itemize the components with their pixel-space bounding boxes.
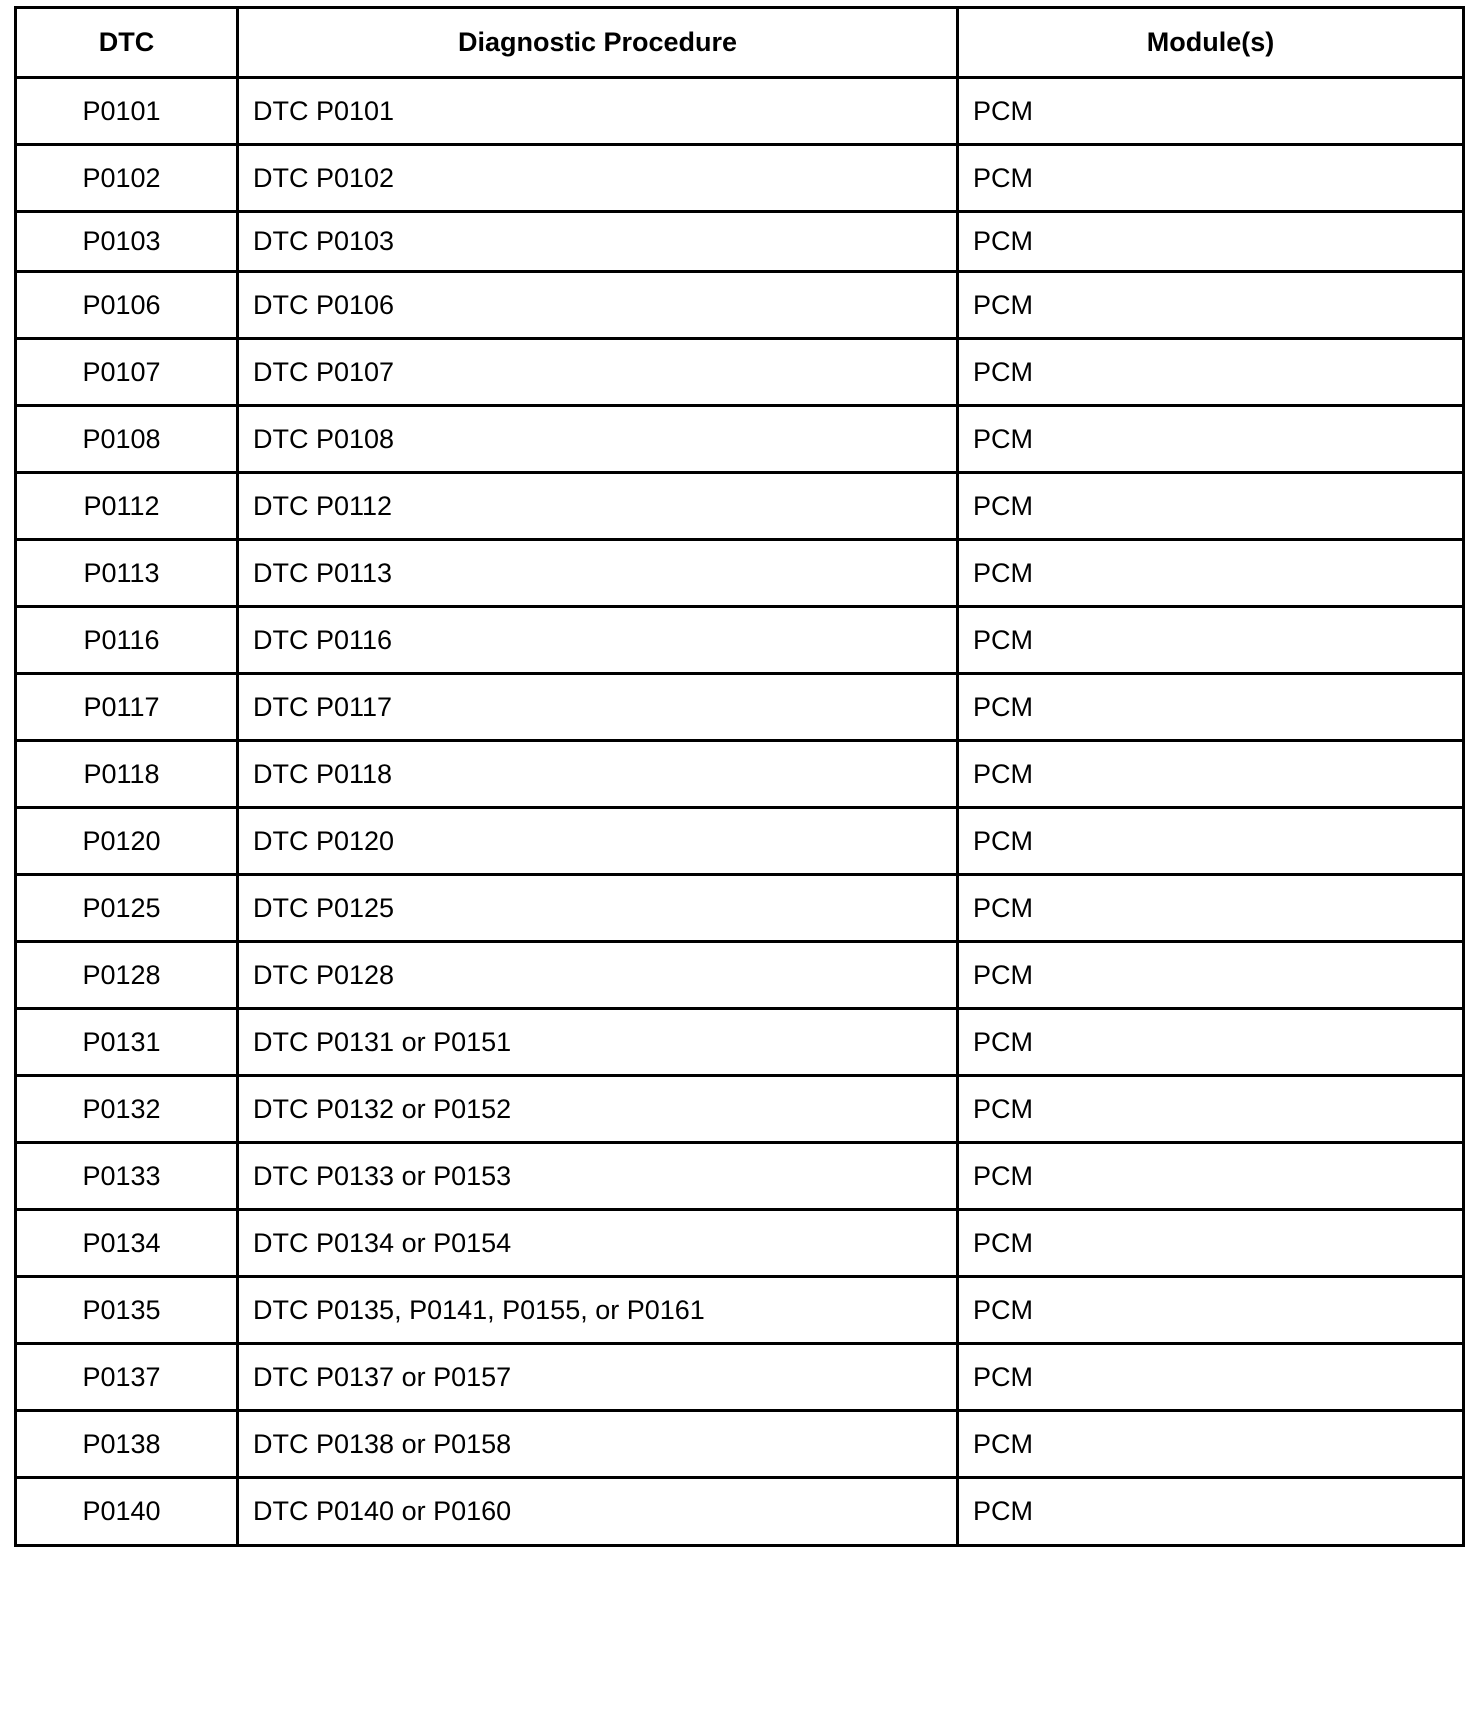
header-modules: Module(s) [958,8,1464,78]
cell-diagnostic-procedure: DTC P0102 [238,145,958,212]
cell-modules: PCM [958,1143,1464,1210]
cell-diagnostic-procedure: DTC P0108 [238,406,958,473]
header-diagnostic-procedure: Diagnostic Procedure [238,8,958,78]
cell-modules: PCM [958,540,1464,607]
table-row [16,674,1464,741]
table-row [16,406,1464,473]
cell-modules: PCM [958,145,1464,212]
cell-modules: PCM [958,339,1464,406]
table-row [16,741,1464,808]
cell-dtc: P0103 [16,212,238,272]
cell-dtc: P0120 [16,808,238,875]
cell-diagnostic-procedure: DTC P0131 or P0151 [238,1009,958,1076]
cell-modules: PCM [958,78,1464,145]
cell-diagnostic-procedure: DTC P0101 [238,78,958,145]
cell-diagnostic-procedure: DTC P0107 [238,339,958,406]
cell-dtc: P0118 [16,741,238,808]
cell-dtc: P0137 [16,1344,238,1411]
cell-modules: PCM [958,1210,1464,1277]
cell-diagnostic-procedure: DTC P0116 [238,607,958,674]
table-row [16,607,1464,674]
table-row [16,1277,1464,1344]
cell-diagnostic-procedure: DTC P0128 [238,942,958,1009]
cell-dtc: P0108 [16,406,238,473]
table-row [16,1344,1464,1411]
cell-modules: PCM [958,212,1464,272]
cell-dtc: P0117 [16,674,238,741]
cell-diagnostic-procedure: DTC P0140 or P0160 [238,1478,958,1546]
cell-modules: PCM [958,808,1464,875]
cell-modules: PCM [958,406,1464,473]
cell-modules: PCM [958,1411,1464,1478]
cell-modules: PCM [958,473,1464,540]
cell-dtc: P0131 [16,1009,238,1076]
table-row [16,1009,1464,1076]
table-row [16,875,1464,942]
cell-diagnostic-procedure: DTC P0112 [238,473,958,540]
table-row [16,540,1464,607]
table-row [16,1210,1464,1277]
cell-modules: PCM [958,1478,1464,1546]
cell-dtc: P0106 [16,272,238,339]
cell-modules: PCM [958,942,1464,1009]
cell-dtc: P0133 [16,1143,238,1210]
cell-diagnostic-procedure: DTC P0106 [238,272,958,339]
cell-modules: PCM [958,272,1464,339]
cell-dtc: P0128 [16,942,238,1009]
cell-dtc: P0102 [16,145,238,212]
table-row [16,1076,1464,1143]
header-row [16,8,1464,78]
dtc-table [14,6,1465,1547]
cell-modules: PCM [958,607,1464,674]
cell-diagnostic-procedure: DTC P0134 or P0154 [238,1210,958,1277]
cell-modules: PCM [958,1076,1464,1143]
cell-modules: PCM [958,875,1464,942]
cell-dtc: P0135 [16,1277,238,1344]
cell-diagnostic-procedure: DTC P0103 [238,212,958,272]
cell-dtc: P0113 [16,540,238,607]
table-row [16,212,1464,272]
cell-dtc: P0112 [16,473,238,540]
cell-dtc: P0132 [16,1076,238,1143]
cell-dtc: P0125 [16,875,238,942]
table-row [16,1478,1464,1546]
cell-diagnostic-procedure: DTC P0113 [238,540,958,607]
table-row [16,808,1464,875]
cell-diagnostic-procedure: DTC P0132 or P0152 [238,1076,958,1143]
header-dtc: DTC [16,8,238,78]
cell-dtc: P0101 [16,78,238,145]
cell-modules: PCM [958,741,1464,808]
cell-diagnostic-procedure: DTC P0137 or P0157 [238,1344,958,1411]
cell-dtc: P0107 [16,339,238,406]
table-row [16,942,1464,1009]
cell-dtc: P0116 [16,607,238,674]
cell-diagnostic-procedure: DTC P0120 [238,808,958,875]
cell-modules: PCM [958,1277,1464,1344]
cell-diagnostic-procedure: DTC P0133 or P0153 [238,1143,958,1210]
cell-diagnostic-procedure: DTC P0117 [238,674,958,741]
table-row [16,272,1464,339]
table-row [16,1143,1464,1210]
cell-diagnostic-procedure: DTC P0135, P0141, P0155, or P0161 [238,1277,958,1344]
cell-dtc: P0134 [16,1210,238,1277]
cell-diagnostic-procedure: DTC P0118 [238,741,958,808]
table-row [16,145,1464,212]
cell-dtc: P0138 [16,1411,238,1478]
cell-modules: PCM [958,1009,1464,1076]
cell-diagnostic-procedure: DTC P0138 or P0158 [238,1411,958,1478]
table-row [16,78,1464,145]
table-row [16,473,1464,540]
cell-dtc: P0140 [16,1478,238,1546]
cell-modules: PCM [958,1344,1464,1411]
cell-diagnostic-procedure: DTC P0125 [238,875,958,942]
table-row [16,339,1464,406]
table-row [16,1411,1464,1478]
cell-modules: PCM [958,674,1464,741]
